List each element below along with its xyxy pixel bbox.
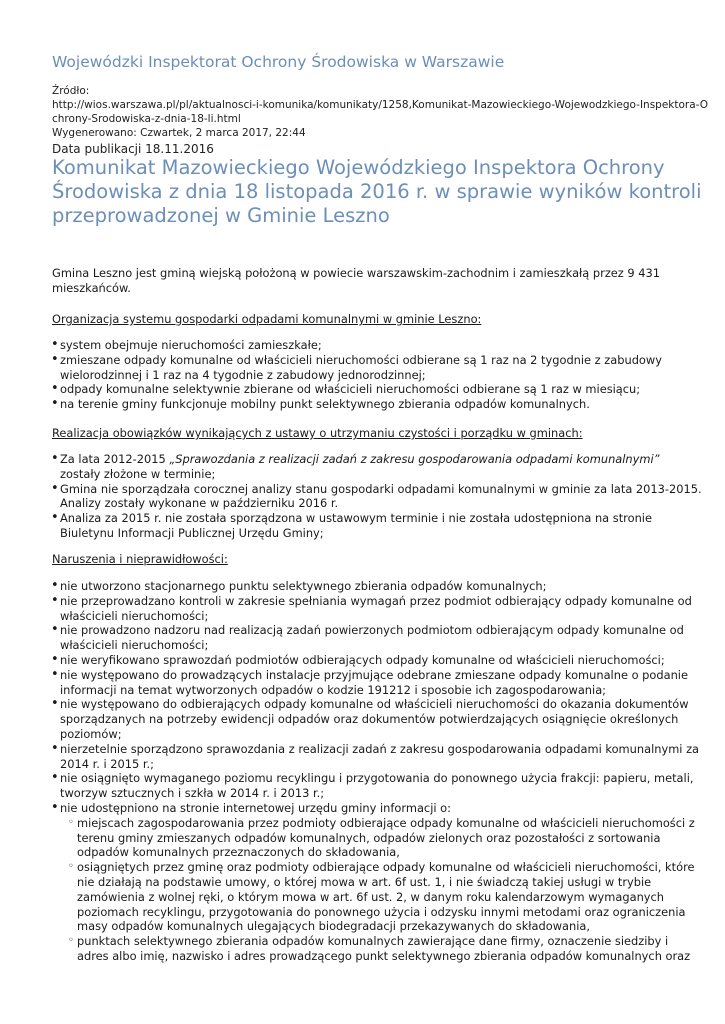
text-line: • nie przeprowadzano kontroli w zakresie spełniania wymagań przez podmiot odbierający odpady komunalne od bbox=[60, 593, 692, 608]
text-line: poziomach recyklingu, przygotowania do ponownego użycia i odzysku innymi metodami oraz ograniczenia bbox=[77, 904, 686, 919]
section-heading-organization: Organizacja systemu gospodarki odpadami komunalnymi w gminie Leszno: bbox=[52, 312, 482, 326]
section-list-obligations bbox=[52, 452, 702, 541]
text-line: • zmieszane odpady komunalne od właścicieli nieruchomości odbierane są 1 raz na 2 tygodnie z zabudowy bbox=[60, 352, 662, 367]
text-line: • nie weryfikowano sprawozdań podmiotów odbierających odpady komunalne od właścicieli nieruchomości; bbox=[60, 652, 665, 667]
text-line: właścicieli nieruchomości; bbox=[60, 638, 209, 653]
bullet-list bbox=[52, 452, 682, 482]
text-line: • Analiza za 2015 r. nie została sporządzona w ustawowym terminie i nie została udostępniona na stronie bbox=[60, 511, 652, 526]
article-title bbox=[52, 156, 702, 228]
text-line: • nie występowano do odbierających odpady komunalne od właścicieli nieruchomości do okazania dokumentów bbox=[60, 697, 689, 712]
list-item bbox=[52, 353, 682, 383]
list-item bbox=[52, 623, 682, 653]
section-heading-violations: Naruszenia i nieprawidłowości: bbox=[52, 552, 228, 566]
text-line: odpadów komunalnych przeznaczonych do składowania, bbox=[77, 845, 400, 860]
source-label: Źródło: bbox=[52, 85, 90, 97]
text-line: ◦ miejscach zagospodarowania przez podmioty odbierające odpady komunalne od właścicieli nieruchomości z bbox=[77, 815, 695, 830]
text-line: adres albo imię, nazwisko i adres prowadzącego punkt selektywnego zbierania odpadów komunalnych oraz bbox=[77, 948, 691, 963]
list-item bbox=[52, 667, 688, 698]
item-text: Za lata 2012-2015 bbox=[60, 452, 170, 466]
section-heading-obligations: Realizacja obowiązków wynikających z ustawy o utrzymaniu czystości i porządku w gminach: bbox=[52, 426, 583, 440]
text-line: informacji na temat wytworzonych odpadów o kodzie 191212 i sposobie ich zagospodarowania; bbox=[60, 682, 607, 697]
text-line: ◦ osiągniętych przez gminę oraz podmioty odbierające odpady komunalne od właścicieli nieruchomości, które bbox=[77, 860, 695, 875]
text-line: terenu gminy zmieszanych odpadów komunalnych, odpadów zielonych oraz pozostałości z sortowania bbox=[77, 830, 661, 845]
list-item bbox=[69, 934, 691, 964]
text-line: • nierzetelnie sporządzono sprawozdania z realizacji zadań z zakresu gospodarowania odpadami komunalnymi za bbox=[60, 741, 700, 756]
text-line: zamówienia z wolnej ręki, o którym mowa w art. 6f ust. 2, w danym roku kalendarzowym wymaganych bbox=[77, 889, 665, 904]
bullet-list bbox=[52, 481, 702, 541]
generated-date: Wygenerowano: Czwartek, 2 marca 2017, 22:44 bbox=[52, 127, 306, 139]
list-item bbox=[52, 452, 682, 482]
bullet-list bbox=[52, 338, 682, 412]
sub-bullet-list bbox=[52, 815, 695, 964]
source-url-line: http://wios.warszawa.pl/pl/aktualnosci-i-komunika/komunikaty/1258,Komunikat-Mazowieckiego-Wojewodzkiego-Inspektora-O bbox=[52, 99, 709, 111]
list-item bbox=[52, 338, 682, 353]
list-item bbox=[52, 771, 694, 801]
text-line bbox=[60, 452, 682, 467]
text-line: zostały złożone w terminie; bbox=[60, 466, 216, 481]
list-item bbox=[52, 481, 702, 512]
list-item bbox=[52, 382, 682, 397]
site-title: Wojewódzki Inspektorat Ochrony Środowiska w Warszawie bbox=[52, 53, 505, 71]
intro-paragraph bbox=[52, 266, 682, 296]
list-item bbox=[69, 815, 695, 860]
text-line: Analizy zostały wykonane w październiku 2016 r. bbox=[60, 496, 339, 511]
text-line: Biuletynu Informacji Publicznej Urzędu Gminy; bbox=[60, 525, 324, 540]
text-line: sporządzanych na potrzeby ewidencji odpadów oraz dokumentów potwierdzających osiągnięcie określonych bbox=[60, 712, 679, 727]
list-item bbox=[52, 653, 682, 668]
text-line: poziomów; bbox=[60, 726, 122, 741]
article-title-line: Środowiska z dnia 18 listopada 2016 r. w sprawie wyników kontroli bbox=[52, 180, 702, 203]
list-item bbox=[52, 397, 682, 412]
text-line: 2014 r. i 2015 r.; bbox=[60, 756, 154, 771]
text-line: ◦ punktach selektywnego zbierania odpadów komunalnych zawierające dane firmy, oznaczenie siedziby i bbox=[77, 934, 669, 949]
text-line: wielorodzinnej i 1 raz na 4 tygodnie z zabudowy jednorodzinnej; bbox=[60, 367, 426, 382]
list-item bbox=[69, 860, 695, 934]
text-line: • odpady komunalne selektywnie zbierane od właścicieli nieruchomości odbierane są 1 raz w miesiącu; bbox=[60, 382, 641, 397]
report-title: „Sprawozdania z realizacji zadań z zakresu gospodarowania odpadami komunalnymi” bbox=[169, 452, 660, 466]
text-line: właścicieli nieruchomości; bbox=[60, 608, 209, 623]
article-title-line: przeprowadzonej w Gminie Leszno bbox=[52, 204, 390, 227]
text-line: • nie prowadzono nadzoru nad realizacją zadań powierzonych podmiotom odbierającym odpady komunalne od bbox=[60, 623, 684, 638]
publication-date: Data publikacji 18.11.2016 bbox=[52, 142, 214, 156]
section-list-organization bbox=[52, 338, 682, 412]
list-item bbox=[52, 801, 682, 816]
text-line: • na terenie gminy funkcjonuje mobilny punkt selektywnego zbierania odpadów komunalnych. bbox=[60, 397, 590, 412]
text-line: • nie udostępniono na stronie internetowej urzędu gminy informacji o: bbox=[60, 800, 451, 815]
text-line: • Gmina nie sporządzała corocznej analizy stanu gospodarki odpadami komunalnymi w gminie za lata 2013-2015. bbox=[60, 481, 702, 496]
text-line: nie działają na podstawie umowy, o której mowa w art. 6f ust. 1, i nie świadczą takiej usługi w trybie bbox=[77, 874, 652, 889]
text-line: tworzyw sztucznych i szkła w 2014 r. i 2013 r.; bbox=[60, 786, 325, 801]
list-item bbox=[52, 741, 700, 772]
bullet-list bbox=[52, 579, 700, 816]
article-title-line: Komunikat Mazowieckiego Wojewódzkiego Inspektora Ochrony bbox=[52, 156, 665, 179]
list-item bbox=[52, 511, 682, 541]
list-item bbox=[52, 593, 692, 624]
list-item bbox=[52, 697, 689, 741]
text-line: Gmina Leszno jest gminą wiejską położoną w powiecie warszawskim-zachodnim i zamieszkałą przez 9 431 bbox=[52, 266, 661, 280]
source-url-line: chrony-Srodowiska-z-dnia-18-li.html bbox=[52, 113, 241, 125]
source-meta bbox=[52, 84, 709, 140]
text-line: • system obejmuje nieruchomości zamieszkałe; bbox=[60, 338, 322, 352]
list-item bbox=[52, 579, 682, 594]
text-line: • nie utworzono stacjonarnego punktu selektywnego zbierania odpadów komunalnych; bbox=[60, 579, 547, 593]
text-line: mieszkańców. bbox=[52, 280, 131, 295]
section-list-violations bbox=[52, 579, 700, 964]
text-line: • nie występowano do prowadzących instalacje przyjmujące odebrane zmieszane odpady komunalne o podanie bbox=[60, 667, 688, 682]
text-line: masy odpadów komunalnych ulegających biodegradacji przekazywanych do składowania, bbox=[77, 919, 590, 934]
text-line: • nie osiągnięto wymaganego poziomu recyklingu i przygotowania do ponownego użycia frakcji: papieru, metali, bbox=[60, 771, 694, 786]
